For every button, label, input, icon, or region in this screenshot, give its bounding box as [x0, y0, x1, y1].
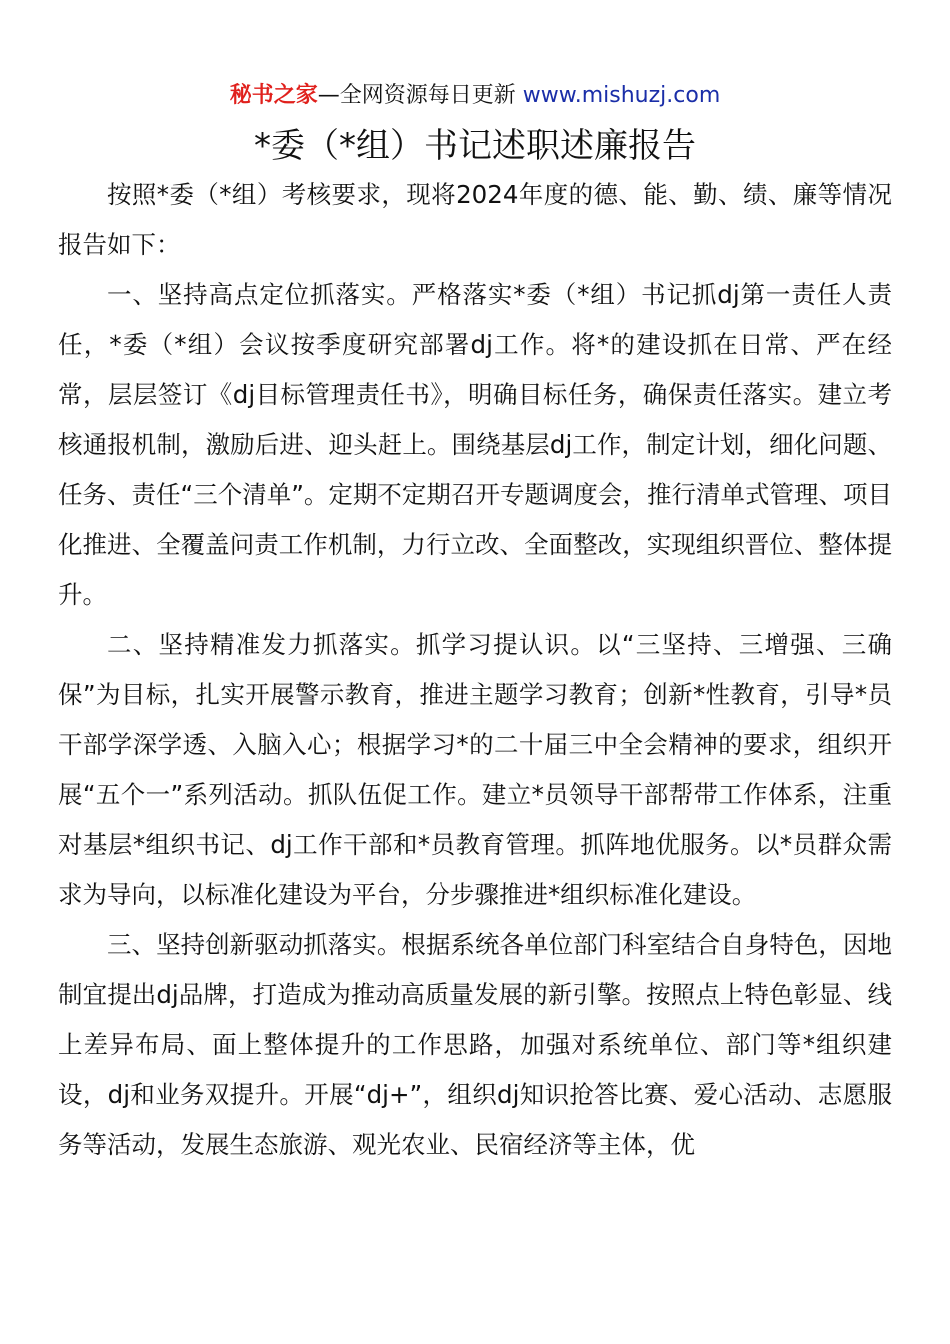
header-tagline: —全网资源每日更新	[317, 83, 523, 108]
document-body	[58, 170, 892, 1170]
paragraph-section-1: 一、坚持高点定位抓落实。严格落实*委（*组）书记抓dj第一责任人责任，*委（*组）会议按季度研究部署dj工作。将*的建设抓在日常、严在经常，层层签订《dj目标管理责任书》，明确目标任务，确保责任落实。建立考核通报机制，激励后进、迎头赶上。围绕基层dj工作，制定计划，细化问题、任务、责任“三个清单”。定期不定期召开专题调度会，推行清单式管理、项目化推进、全覆盖问责工作机制，力行立改、全面整改，实现组织晋位、整体提升。	[58, 280, 892, 609]
paragraph-section-2: 二、坚持精准发力抓落实。抓学习提认识。以“三坚持、三增强、三确保”为目标，扎实开展警示教育，推进主题学习教育；创新*性教育，引导*员干部学深学透、入脑入心；根据学习*的二十届三中全会精神的要求，组织开展“五个一”系列活动。抓队伍促工作。建立*员领导干部帮带工作体系，注重对基层*组织书记、dj工作干部和*员教育管理。抓阵地优服务。以*员群众需求为导向，以标准化建设为平台，分步骤推进*组织标准化建设。	[58, 630, 892, 909]
site-header	[0, 80, 950, 112]
document-title: *委（*组）书记述职述廉报告	[254, 126, 696, 166]
site-url[interactable]: www.mishuzj.com	[522, 83, 721, 108]
paragraph-intro: 按照*委（*组）考核要求，现将2024年度的德、能、勤、绩、廉等情况报告如下：	[58, 180, 892, 259]
brand-name: 秘书之家	[229, 83, 318, 108]
paragraph-section-3: 三、坚持创新驱动抓落实。根据系统各单位部门科室结合自身特色，因地制宜提出dj品牌，打造成为推动高质量发展的新引擎。按照点上特色彰显、线上差异布局、面上整体提升的工作思路，加强对系统单位、部门等*组织建设，dj和业务双提升。开展“dj+”，组织dj知识抢答比赛、爱心活动、志愿服务等活动，发展生态旅游、观光农业、民宿经济等主体，优	[58, 930, 892, 1159]
